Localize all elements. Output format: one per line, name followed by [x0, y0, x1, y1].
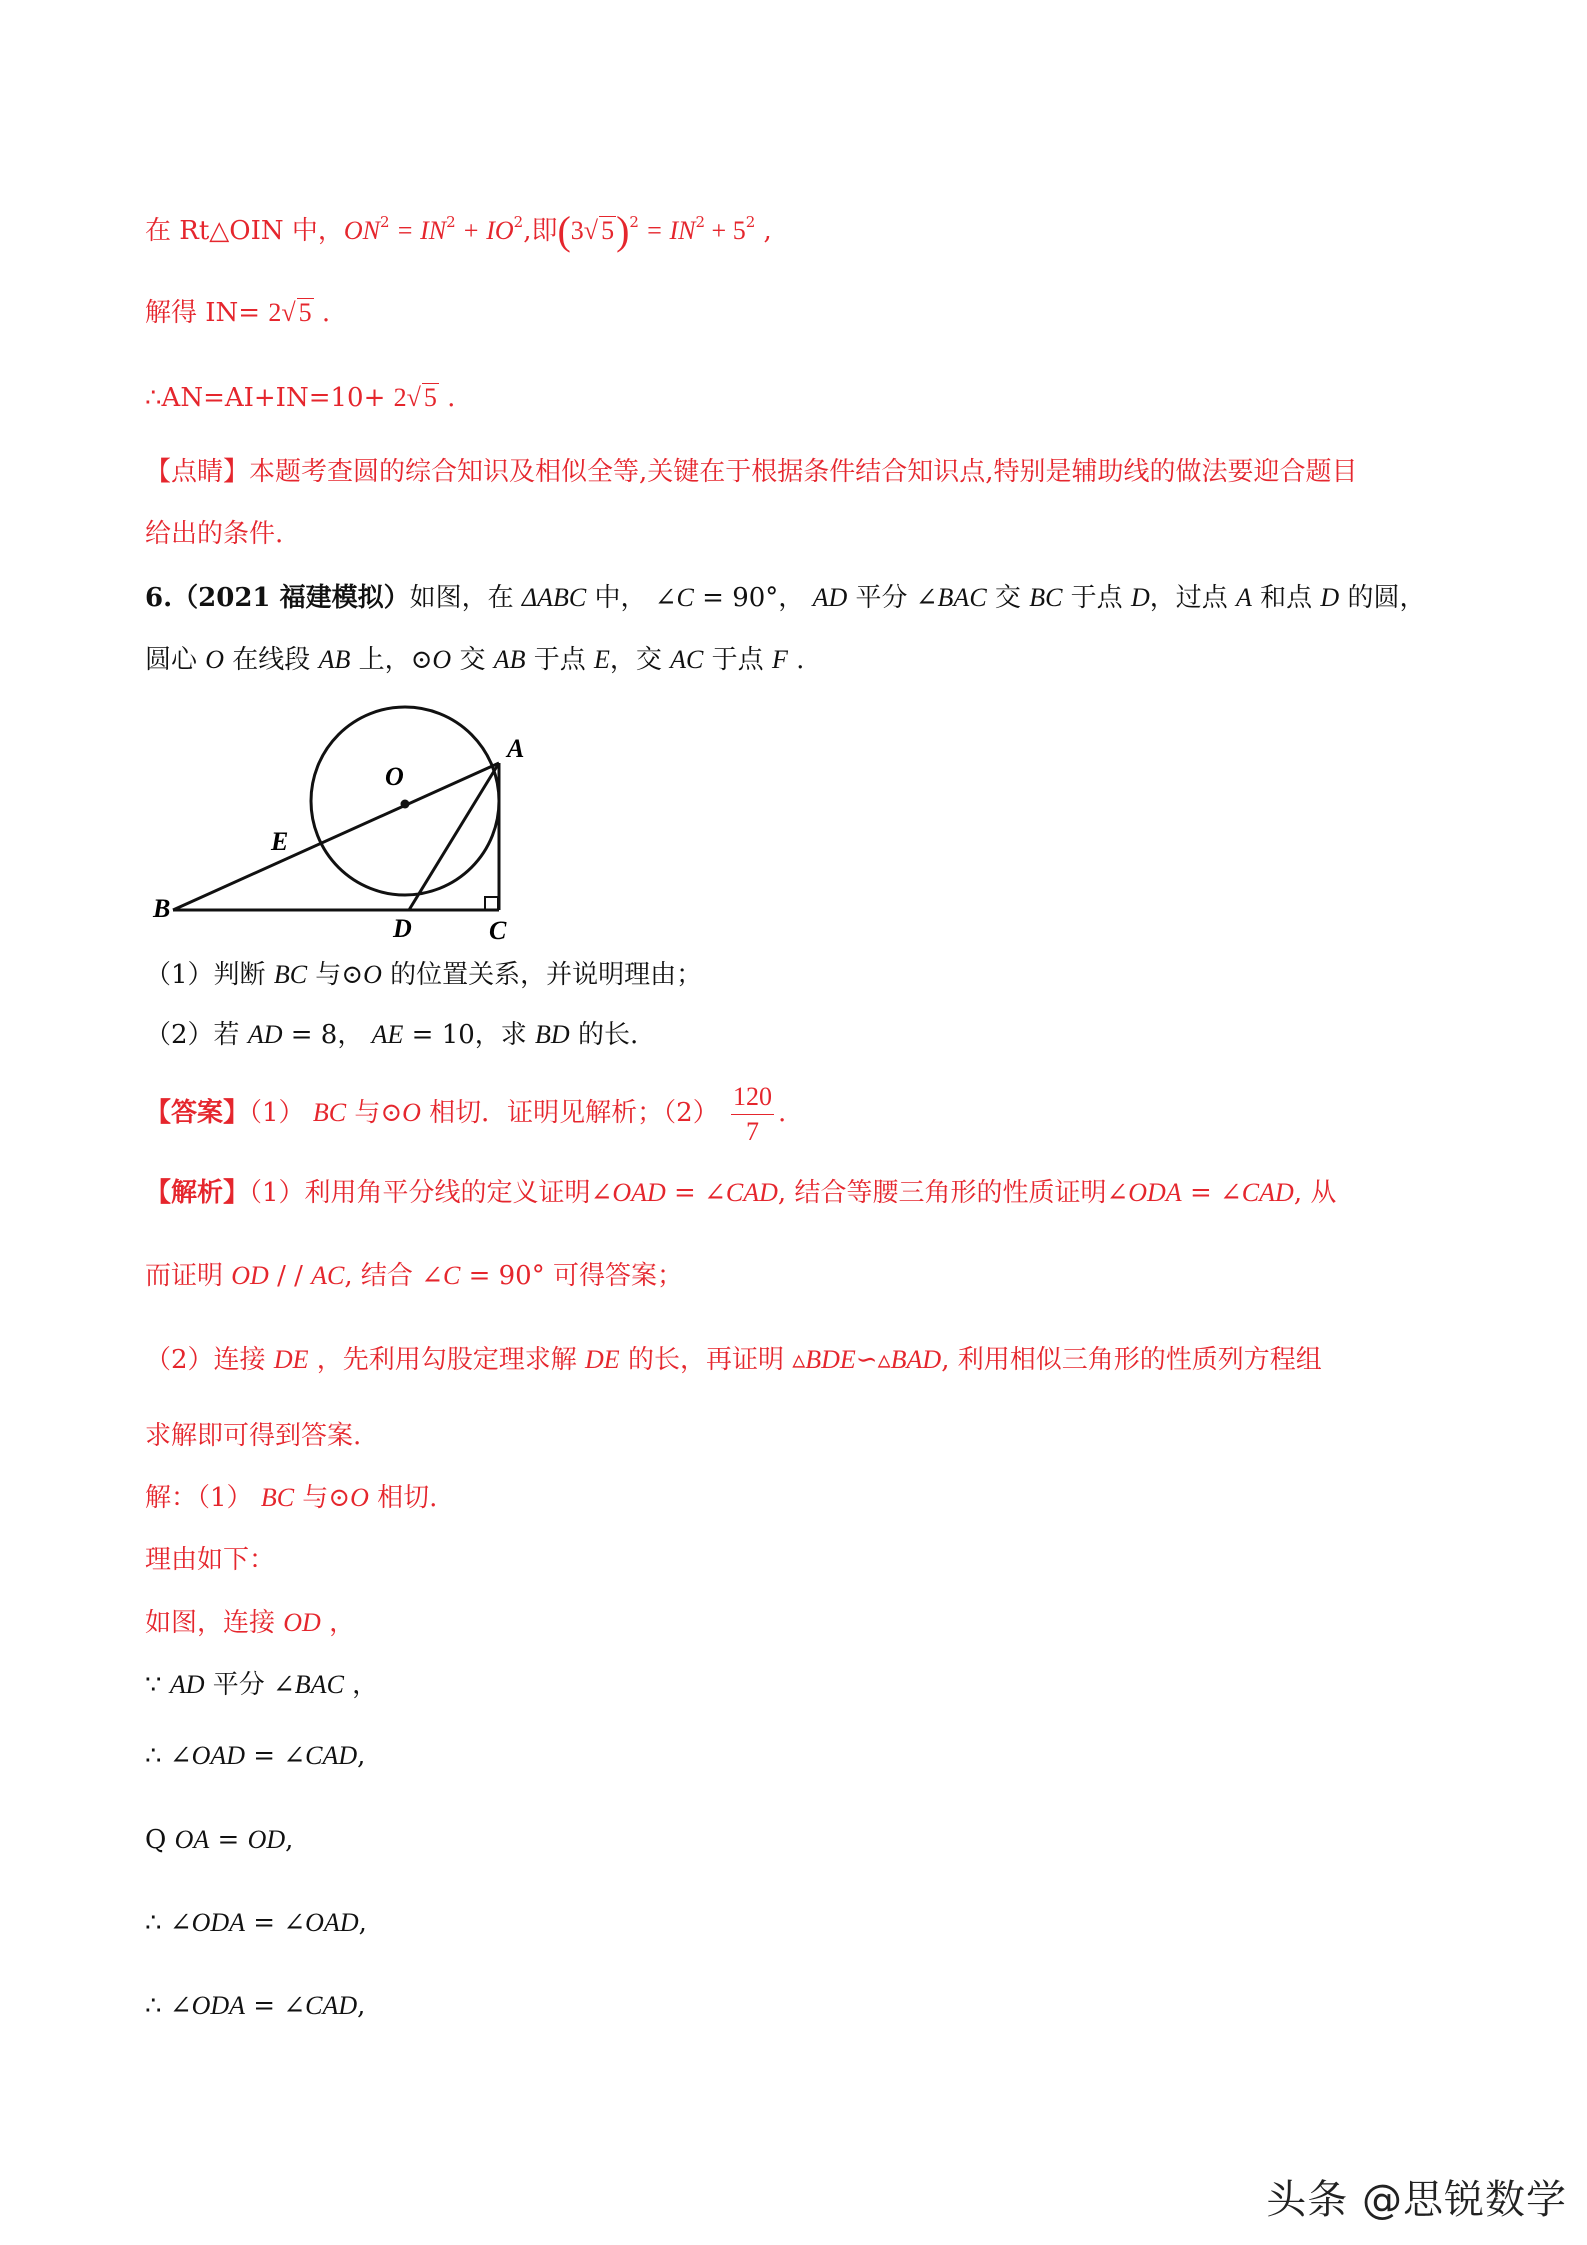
math: = IN	[638, 216, 696, 245]
section-tag: 【答案】	[145, 1098, 250, 1128]
math: AD	[812, 583, 848, 612]
text: .	[787, 645, 805, 675]
superscript: 2	[695, 213, 706, 231]
text: = 8，	[282, 1020, 372, 1050]
text: =	[665, 1178, 705, 1208]
math: OA	[174, 1825, 210, 1854]
text: ∴AN=AI+IN=10+	[145, 383, 394, 413]
proof-step-3	[145, 1822, 1487, 1858]
analysis-line	[145, 1175, 1487, 1211]
math: BC	[273, 960, 308, 989]
center-point	[401, 800, 410, 809]
math: ON	[343, 216, 381, 245]
math: ∠CAD	[283, 1991, 358, 2020]
text: ，先利用勾股定理求解	[308, 1345, 586, 1375]
text: = 90°，	[693, 583, 813, 613]
text: ，	[320, 1608, 356, 1638]
label-b: B	[153, 894, 171, 923]
math: D	[1320, 583, 1340, 612]
text: ,即	[523, 216, 558, 246]
proof-step-5	[145, 1988, 1487, 2024]
text: .	[313, 298, 331, 328]
text: 解得 IN=	[145, 298, 269, 328]
math: BC	[1029, 583, 1063, 612]
text: 相切.	[368, 1483, 438, 1513]
superscript: 2	[745, 213, 756, 231]
text: 的长.	[569, 1020, 639, 1050]
question-2	[145, 1017, 1487, 1053]
label-d: D	[393, 914, 412, 943]
left-paren: (	[557, 208, 571, 253]
label-c: C	[489, 916, 507, 945]
text: 如图，在	[409, 583, 522, 613]
radicand: 5	[298, 298, 312, 327]
text: , 利用相似三角形的性质列方程组	[941, 1345, 1322, 1375]
proof-step-2	[145, 1738, 1487, 1774]
superscript: 2	[513, 213, 524, 231]
math: O	[432, 645, 452, 674]
text: 于点	[703, 645, 772, 675]
math: OD	[231, 1261, 269, 1290]
math: + 5	[705, 216, 746, 245]
text: ,	[755, 216, 772, 246]
text: 的圆，	[1339, 583, 1426, 613]
text: =	[209, 1825, 248, 1855]
math: AB	[318, 645, 351, 674]
math: F	[771, 645, 788, 674]
geometry-figure	[145, 705, 565, 945]
math: E	[594, 645, 610, 674]
text: , 从	[1293, 1178, 1337, 1208]
numerator: 120	[731, 1080, 774, 1115]
label-e: E	[271, 827, 289, 856]
text: ∴	[145, 1908, 170, 1938]
text: 与⊙	[294, 1483, 351, 1513]
math: ΔABC	[521, 583, 587, 612]
math: + IO	[455, 216, 514, 245]
solution-line-3	[145, 1605, 1487, 1641]
text: ∵	[145, 1670, 170, 1700]
label-a: A	[507, 734, 525, 763]
text: （1）	[249, 1098, 313, 1128]
segment-ad	[409, 763, 499, 910]
math: O	[205, 645, 225, 674]
math: ∠CAD	[283, 1741, 358, 1770]
math: ▵BDE∽▵BAD	[792, 1345, 942, 1374]
problem-statement-cont	[145, 642, 1487, 678]
math: BC	[312, 1098, 347, 1127]
analysis-part2	[145, 1342, 1487, 1378]
math: AD	[247, 1020, 283, 1049]
right-angle-mark	[485, 897, 498, 910]
section-tag: 【解析】	[145, 1178, 250, 1208]
text: 解：（1）	[145, 1483, 261, 1513]
analysis-part2-cont	[145, 1418, 1487, 1454]
math: AC	[311, 1261, 345, 1290]
text: 相切．证明见解析；（2）	[420, 1098, 727, 1128]
text: =	[245, 1908, 284, 1938]
text: 于点	[525, 645, 595, 675]
text: 与⊙	[346, 1098, 403, 1128]
math: DE	[585, 1345, 620, 1374]
text: 给出的条件.	[145, 519, 284, 549]
superscript: 2	[446, 213, 456, 231]
watermark: 头条 @思锐数学	[1266, 2177, 1567, 2223]
text: 交	[451, 645, 494, 675]
analysis-line-cont	[145, 1258, 1487, 1294]
text: （2）若	[145, 1020, 248, 1050]
text: =	[245, 1991, 284, 2021]
math: ∠C	[421, 1261, 461, 1290]
text: =	[245, 1741, 284, 1771]
math: ∠CAD	[1220, 1178, 1294, 1207]
math: AB	[493, 645, 526, 674]
text: 如图，连接	[145, 1608, 284, 1638]
fraction	[731, 1080, 774, 1149]
math: ∠ODA	[169, 1991, 246, 2020]
text: 与⊙	[307, 960, 364, 990]
text: = 90° 可得答案；	[460, 1261, 683, 1291]
problem-statement	[145, 580, 1487, 616]
answer-line	[145, 1078, 1487, 1149]
an-result-line	[145, 380, 1487, 416]
text: .	[438, 383, 456, 413]
text: = 10，求	[403, 1020, 536, 1050]
math: ∠OAD	[283, 1908, 359, 1937]
text: ∴	[145, 1991, 170, 2021]
text: （1）判断	[145, 960, 274, 990]
math: ∠C	[654, 583, 694, 612]
text: 和点	[1251, 583, 1321, 613]
superscript: 2	[380, 213, 390, 231]
text: 平分	[204, 1670, 274, 1700]
text: 在 Rt△OIN 中，	[145, 216, 344, 246]
math: BC	[260, 1483, 295, 1512]
question-1	[145, 957, 1487, 993]
math: 2	[268, 298, 282, 327]
math: DE	[273, 1345, 309, 1374]
radical-sign: √	[281, 298, 296, 327]
math: OD	[247, 1825, 286, 1854]
math: 3	[570, 216, 584, 245]
proof-step-4	[145, 1905, 1487, 1941]
math: ∠BAC	[273, 1670, 344, 1699]
text: 本题考查圆的综合知识及相似全等,关键在于根据条件结合知识点,特别是辅助线的做法要迎合题目	[249, 457, 1358, 487]
text: .	[777, 1098, 787, 1128]
text: ，	[343, 1670, 379, 1700]
text: 交	[986, 583, 1030, 613]
text: 中，	[586, 583, 655, 613]
text: ,	[357, 1991, 366, 2021]
text: 上，⊙	[350, 645, 433, 675]
radicand: 5	[601, 216, 615, 245]
text: 在线段	[224, 645, 319, 675]
text: 平分	[847, 583, 916, 613]
math: AE	[371, 1020, 404, 1049]
text: 于点	[1062, 583, 1131, 613]
text: ,	[358, 1908, 367, 1938]
math: ∠OAD	[169, 1741, 246, 1770]
problem-source: （2021 福建模拟）	[172, 583, 410, 613]
proof-step-1	[145, 1667, 1487, 1703]
solution-line-2	[145, 1542, 1487, 1578]
math: A	[1236, 583, 1252, 612]
text: （2）连接	[145, 1345, 274, 1375]
segment-ab	[173, 763, 499, 910]
math: ∠OAD	[590, 1178, 666, 1207]
text: 而证明	[145, 1261, 232, 1291]
math: O	[363, 960, 382, 989]
math: D	[1130, 583, 1150, 612]
math: AC	[670, 645, 704, 674]
text: ,	[285, 1825, 294, 1855]
math: ∠CAD	[704, 1178, 778, 1207]
dianjing-line-cont	[145, 516, 1487, 552]
dianjing-line	[145, 454, 1487, 490]
text: （1）利用角平分线的定义证明	[249, 1178, 591, 1208]
text: 的位置关系，并说明理由；	[381, 960, 703, 990]
math: O	[402, 1098, 421, 1127]
denominator: 7	[745, 1116, 759, 1146]
text: ，过点	[1149, 583, 1236, 613]
math: = IN	[389, 216, 447, 245]
text: 理由如下：	[145, 1545, 276, 1575]
math: AD	[169, 1670, 205, 1699]
text: ,	[357, 1741, 366, 1771]
radical-sign: √	[406, 383, 421, 412]
radicand: 5	[423, 383, 437, 412]
radical-sign: √	[583, 216, 599, 245]
text: Q	[145, 1825, 175, 1855]
superscript: 2	[629, 213, 639, 231]
text: ∴	[145, 1741, 170, 1771]
text: ，交	[609, 645, 671, 675]
text: =	[1181, 1178, 1221, 1208]
math: O	[350, 1483, 369, 1512]
math: OD	[283, 1608, 321, 1637]
text: / /	[268, 1261, 312, 1291]
solve-in-line	[145, 295, 1487, 331]
math: ∠ODA	[169, 1908, 246, 1937]
solution-line-1	[145, 1480, 1487, 1516]
text: 求解即可得到答案.	[145, 1421, 362, 1451]
text: 的长，再证明	[619, 1345, 793, 1375]
math: ∠ODA	[1106, 1178, 1182, 1207]
text: 圆心	[145, 645, 206, 675]
label-o: O	[385, 762, 404, 791]
text: , 结合等腰三角形的性质证明	[777, 1178, 1107, 1208]
section-tag: 【点睛】	[145, 457, 250, 487]
math: BD	[535, 1020, 570, 1049]
right-paren: )	[616, 208, 630, 253]
math: ∠BAC	[915, 583, 987, 612]
math: 2	[393, 383, 407, 412]
equation-line-oin	[145, 208, 1487, 253]
problem-number: 6.	[145, 583, 173, 613]
text: , 结合	[344, 1261, 422, 1291]
